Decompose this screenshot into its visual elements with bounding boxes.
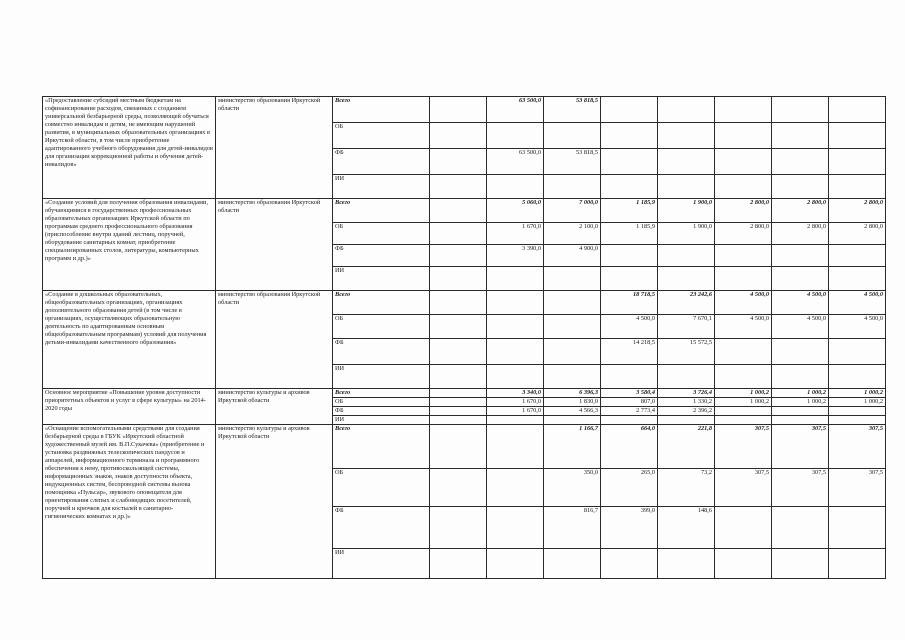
amount-cell: 307,5 <box>829 425 886 469</box>
amount-cell <box>715 175 772 199</box>
amount-cell: 307,5 <box>715 469 772 507</box>
amount-cell <box>715 267 772 291</box>
amount-cell: 53 818,5 <box>544 149 601 175</box>
amount-cell <box>772 339 829 365</box>
amount-cell <box>658 365 715 389</box>
amount-cell <box>772 123 829 149</box>
amount-cell <box>829 407 886 416</box>
amount-cell <box>772 549 829 579</box>
table-row <box>43 425 886 469</box>
amount-cell <box>430 416 487 425</box>
amount-cell <box>430 97 487 123</box>
amount-cell <box>544 416 601 425</box>
amount-cell: 307,5 <box>715 425 772 469</box>
amount-cell: 4 500,0 <box>601 315 658 339</box>
funding-source: ФБ <box>333 245 430 267</box>
amount-cell <box>487 549 544 579</box>
amount-cell <box>829 267 886 291</box>
funding-source: Всего <box>333 97 430 123</box>
amount-cell <box>658 416 715 425</box>
amount-cell <box>430 149 487 175</box>
amount-cell: 15 572,5 <box>658 339 715 365</box>
funding-source: ИИ <box>333 549 430 579</box>
funding-source: ИИ <box>333 416 430 425</box>
amount-cell <box>829 365 886 389</box>
amount-cell <box>829 175 886 199</box>
funding-source: Всего <box>333 291 430 315</box>
amount-cell: 6 396,3 <box>544 389 601 398</box>
funding-source: ИИ <box>333 365 430 389</box>
amount-cell: 2 100,0 <box>544 223 601 245</box>
amount-cell <box>658 175 715 199</box>
amount-cell <box>772 149 829 175</box>
amount-cell <box>715 97 772 123</box>
amount-cell <box>544 339 601 365</box>
amount-cell: 4 500,0 <box>829 291 886 315</box>
amount-cell <box>430 315 487 339</box>
amount-cell: 265,0 <box>601 469 658 507</box>
amount-cell: 2 800,0 <box>829 199 886 223</box>
measure-name: «Создание условий для получения образования инвалидами, обучающимися в государственных профессиональных образовательных организациях Иркутской области по программам среднего профессионального образования (приспособление внутри зданий лестниц, поручней, оборудование санитарных комнат, приобретение специализированных столов, литературы, компьютерных программ и др.)» <box>43 199 216 291</box>
amount-cell <box>430 123 487 149</box>
responsible-agency: министерство образования Иркутской области <box>216 199 333 291</box>
amount-cell: 7 000,0 <box>544 199 601 223</box>
amount-cell <box>829 507 886 549</box>
amount-cell: 2 800,0 <box>772 223 829 245</box>
amount-cell <box>430 223 487 245</box>
amount-cell <box>487 291 544 315</box>
funding-source: ОБ <box>333 469 430 507</box>
amount-cell <box>487 416 544 425</box>
amount-cell: 1 830,0 <box>544 398 601 407</box>
amount-cell: 53 818,5 <box>544 97 601 123</box>
responsible-agency: министерство образования Иркутской области <box>216 97 333 199</box>
funding-source: ИИ <box>333 267 430 291</box>
amount-cell: 4 566,3 <box>544 407 601 416</box>
amount-cell <box>601 549 658 579</box>
amount-cell: 14 218,5 <box>601 339 658 365</box>
amount-cell: 1 185,9 <box>601 199 658 223</box>
amount-cell <box>601 245 658 267</box>
amount-cell <box>430 549 487 579</box>
amount-cell: 4 500,0 <box>715 291 772 315</box>
amount-cell <box>544 291 601 315</box>
amount-cell: 399,0 <box>601 507 658 549</box>
responsible-agency: министерство образования Иркутской области <box>216 291 333 389</box>
amount-cell <box>487 425 544 469</box>
amount-cell <box>772 416 829 425</box>
amount-cell <box>430 267 487 291</box>
amount-cell <box>829 416 886 425</box>
amount-cell <box>772 507 829 549</box>
amount-cell: 2 773,4 <box>601 407 658 416</box>
amount-cell <box>601 365 658 389</box>
amount-cell: 350,0 <box>544 469 601 507</box>
amount-cell <box>829 245 886 267</box>
amount-cell: 816,7 <box>544 507 601 549</box>
measure-name: «Предоставление субсидий местным бюджетам на софинансирование расходов, связанных с созданием универсальной безбарьерной среды, позволяющей обучаться совместно инвалидам и детям, не имеющим нарушений развития, в муниципальных образовательных организациях в Иркутской области, в том числе приобретение адаптированного учебного оборудования для детей-инвалидов для организации коррекционной работы и обучения детей-инвалидов» <box>43 97 216 199</box>
amount-cell <box>772 365 829 389</box>
amount-cell: 2 800,0 <box>715 223 772 245</box>
amount-cell: 2 396,2 <box>658 407 715 416</box>
amount-cell <box>601 267 658 291</box>
funding-source: ФБ <box>333 407 430 416</box>
amount-cell: 4 900,0 <box>544 245 601 267</box>
amount-cell <box>715 149 772 175</box>
measure-name: Основное мероприятие «Повышение уровня доступности приоритетных объектов и услуг в сфере культуры» на 2014-2020 годы <box>43 389 216 425</box>
amount-cell: 1 000,2 <box>715 398 772 407</box>
amount-cell <box>487 267 544 291</box>
amount-cell: 4 500,0 <box>715 315 772 339</box>
amount-cell: 63 500,0 <box>487 149 544 175</box>
amount-cell: 3 390,0 <box>487 245 544 267</box>
funding-source: ОБ <box>333 123 430 149</box>
amount-cell <box>430 389 487 398</box>
amount-cell <box>487 365 544 389</box>
amount-cell <box>430 291 487 315</box>
amount-cell: 4 500,0 <box>772 315 829 339</box>
amount-cell <box>487 469 544 507</box>
amount-cell <box>544 267 601 291</box>
amount-cell <box>487 123 544 149</box>
table-row <box>43 389 886 398</box>
amount-cell <box>601 175 658 199</box>
amount-cell: 1 000,2 <box>829 398 886 407</box>
amount-cell <box>544 175 601 199</box>
amount-cell: 1 000,2 <box>715 389 772 398</box>
amount-cell <box>829 339 886 365</box>
amount-cell: 807,0 <box>601 398 658 407</box>
funding-source: Всего <box>333 389 430 398</box>
amount-cell: 1 900,0 <box>658 199 715 223</box>
amount-cell: 1 000,2 <box>829 389 886 398</box>
amount-cell: 307,5 <box>772 469 829 507</box>
amount-cell <box>430 407 487 416</box>
amount-cell <box>772 175 829 199</box>
funding-source: ОБ <box>333 398 430 407</box>
amount-cell <box>829 149 886 175</box>
amount-cell: 664,0 <box>601 425 658 469</box>
amount-cell: 1 000,2 <box>772 398 829 407</box>
amount-cell: 3 340,0 <box>487 389 544 398</box>
table-row <box>43 199 886 223</box>
amount-cell: 307,5 <box>829 469 886 507</box>
funding-source: Всего <box>333 425 430 469</box>
responsible-agency: министерство культуры и архивов Иркутской области <box>216 389 333 425</box>
amount-cell: 1 670,0 <box>487 223 544 245</box>
amount-cell <box>430 398 487 407</box>
amount-cell <box>601 123 658 149</box>
amount-cell <box>430 199 487 223</box>
amount-cell: 1 670,0 <box>487 398 544 407</box>
amount-cell: 1 330,2 <box>658 398 715 407</box>
amount-cell <box>658 97 715 123</box>
amount-cell: 23 242,6 <box>658 291 715 315</box>
amount-cell <box>715 123 772 149</box>
amount-cell <box>430 469 487 507</box>
amount-cell: 221,8 <box>658 425 715 469</box>
amount-cell <box>715 549 772 579</box>
amount-cell <box>772 97 829 123</box>
amount-cell <box>829 123 886 149</box>
amount-cell <box>715 365 772 389</box>
amount-cell <box>430 245 487 267</box>
amount-cell <box>487 507 544 549</box>
amount-cell <box>430 365 487 389</box>
amount-cell <box>658 245 715 267</box>
amount-cell <box>430 175 487 199</box>
amount-cell: 7 670,1 <box>658 315 715 339</box>
amount-cell <box>544 315 601 339</box>
amount-cell: 2 800,0 <box>829 223 886 245</box>
amount-cell: 2 800,0 <box>772 199 829 223</box>
amount-cell <box>544 549 601 579</box>
amount-cell <box>772 245 829 267</box>
amount-cell: 73,2 <box>658 469 715 507</box>
measure-name: «Оснащение вспомогательными средствами для создания безбарьерной среды в ГБУК «Иркутский областной художественный музей им. В.П.Сукачева» (приобретение и установка раздвижных телескопических пандусов и аппарелей, информационного терминала и программного обеспечения к нему, противоскользящей системы, информационных знаков, знаков доступности объекта, индукционных систем, беспроводной системы вызова помощника «Пульсар», звукового оповещателя для ориентирования слепых и слабовидящих посетителей, поручней и крючков для костылей в санитарно-гигиенических комнатах и др.)» <box>43 425 216 579</box>
amount-cell: 1 900,0 <box>658 223 715 245</box>
amount-cell <box>715 507 772 549</box>
funding-table <box>42 96 886 579</box>
table-row <box>43 291 886 315</box>
amount-cell: 1 670,0 <box>487 407 544 416</box>
responsible-agency: министерство культуры и архивов Иркутской области <box>216 425 333 579</box>
amount-cell: 1 166,7 <box>544 425 601 469</box>
amount-cell <box>430 425 487 469</box>
amount-cell <box>601 416 658 425</box>
amount-cell: 1 000,2 <box>772 389 829 398</box>
amount-cell <box>829 97 886 123</box>
amount-cell <box>829 549 886 579</box>
amount-cell <box>715 416 772 425</box>
amount-cell <box>715 407 772 416</box>
amount-cell <box>715 245 772 267</box>
amount-cell: 307,5 <box>772 425 829 469</box>
amount-cell: 148,6 <box>658 507 715 549</box>
funding-source: ФБ <box>333 149 430 175</box>
amount-cell: 3 726,4 <box>658 389 715 398</box>
amount-cell <box>487 175 544 199</box>
amount-cell <box>658 149 715 175</box>
amount-cell: 1 185,9 <box>601 223 658 245</box>
amount-cell: 4 500,0 <box>772 291 829 315</box>
amount-cell <box>544 365 601 389</box>
amount-cell: 2 800,0 <box>715 199 772 223</box>
measure-name: «Создание в дошкольных образовательных, общеобразовательных организациях, организациях дополнительного образования детей (в том числе в организациях, осуществляющих образовательную деятельность по адаптированным основным общеобразовательным программам) условий для получения детьми-инвалидами качественного образования» <box>43 291 216 389</box>
amount-cell <box>772 267 829 291</box>
amount-cell <box>601 97 658 123</box>
funding-source: ФБ <box>333 339 430 365</box>
amount-cell <box>430 507 487 549</box>
amount-cell <box>658 549 715 579</box>
amount-cell: 5 060,0 <box>487 199 544 223</box>
amount-cell <box>430 339 487 365</box>
amount-cell <box>715 339 772 365</box>
amount-cell <box>658 123 715 149</box>
amount-cell: 63 500,0 <box>487 97 544 123</box>
funding-source: ИИ <box>333 175 430 199</box>
amount-cell: 4 500,0 <box>829 315 886 339</box>
amount-cell <box>658 267 715 291</box>
funding-source: ОБ <box>333 223 430 245</box>
table-row <box>43 97 886 123</box>
amount-cell: 3 580,4 <box>601 389 658 398</box>
amount-cell <box>601 149 658 175</box>
funding-source: ФБ <box>333 507 430 549</box>
amount-cell <box>487 315 544 339</box>
amount-cell <box>544 123 601 149</box>
amount-cell <box>772 407 829 416</box>
amount-cell: 18 718,5 <box>601 291 658 315</box>
funding-source: Всего <box>333 199 430 223</box>
funding-source: ОБ <box>333 315 430 339</box>
amount-cell <box>487 339 544 365</box>
